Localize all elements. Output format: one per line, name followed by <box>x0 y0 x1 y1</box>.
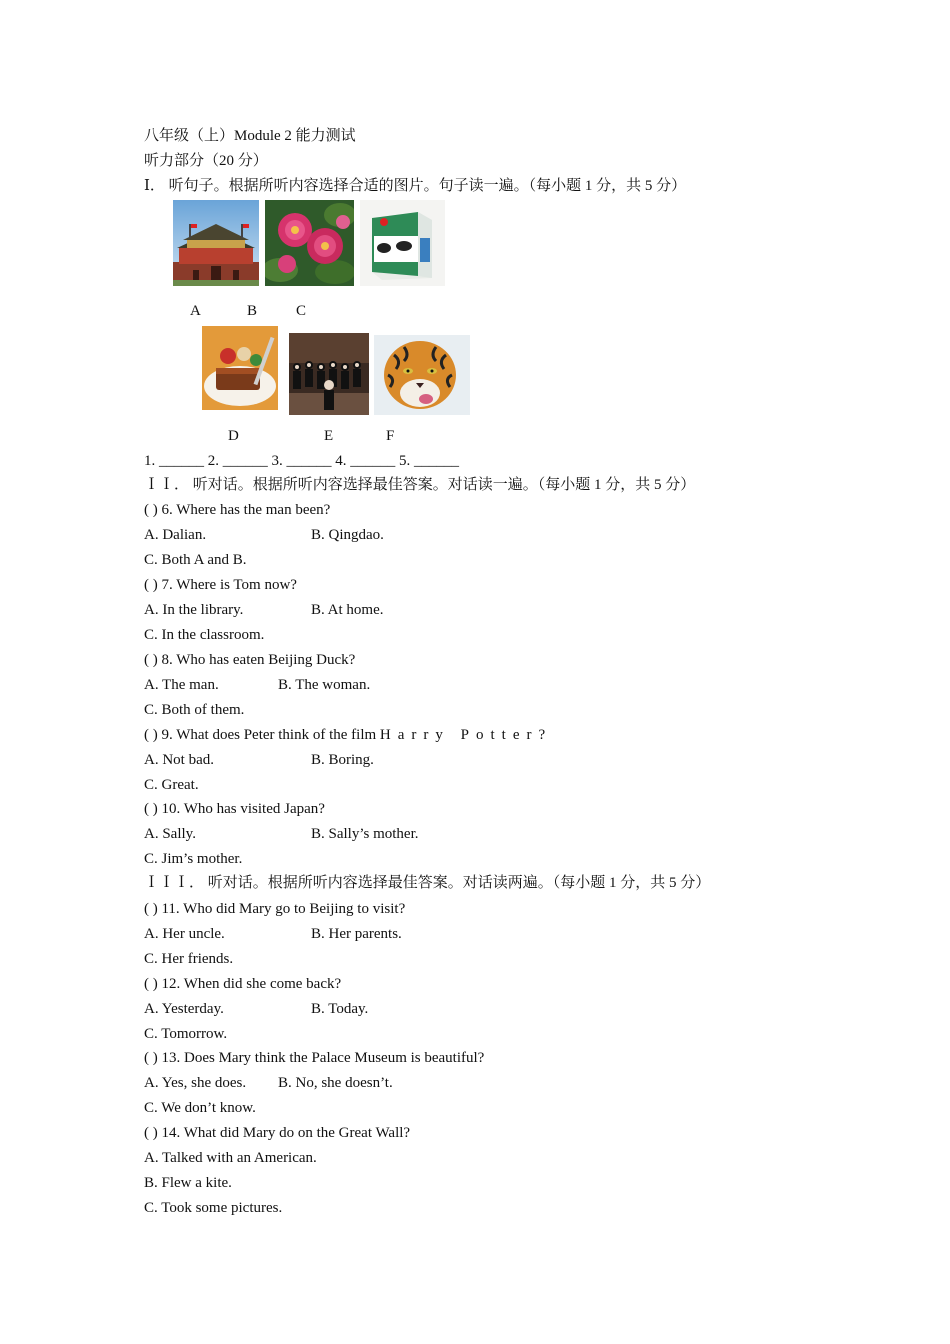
question-13-option-a: A. Yes, she does. <box>144 1075 247 1091</box>
question-9-film-title: Harry Potter <box>379 727 539 743</box>
section-1-heading: Ⅰ． 听句子。根据所听内容选择合适的图片。句子读一遍。（每小题 1 分，共 5 分） <box>144 178 687 194</box>
question-9-option-c: C. Great. <box>144 777 199 793</box>
question-8-options-ab <box>144 676 371 694</box>
question-13-options-ab <box>144 1074 393 1092</box>
picture-label-d: D <box>228 428 239 444</box>
question-9 <box>144 726 545 744</box>
question-10-option-c: C. Jim’s mother. <box>144 851 243 867</box>
question-6-option-a: A. Dalian. <box>144 527 207 543</box>
question-12: ( ) 12. When did she come back? <box>144 976 342 992</box>
question-11-option-c: C. Her friends. <box>144 951 234 967</box>
question-6: ( ) 6. Where has the man been? <box>144 502 331 518</box>
question-10-option-a: A. Sally. <box>144 826 196 842</box>
section-3-heading: ＩＩＩ． 听对话。根据所听内容选择最佳答案。对话读两遍。（每小题 1 分，共 5 分） <box>144 875 711 891</box>
question-13-option-c: C. We don’t know. <box>144 1100 256 1116</box>
picture-c-milk-carton <box>360 200 445 286</box>
picture-label-b: B <box>247 303 258 319</box>
picture-label-e: E <box>324 428 334 444</box>
question-8-option-c: C. Both of them. <box>144 702 245 718</box>
question-7-options-ab <box>144 601 384 619</box>
question-8-option-b: B. The woman. <box>278 677 371 693</box>
question-12-options-ab <box>144 1000 369 1018</box>
picture-f-tiger <box>374 335 470 415</box>
answer-blanks-1-5: 1. ______ 2. ______ 3. ______ 4. ______ 5. ______ <box>144 453 459 469</box>
question-11-option-a: A. Her uncle. <box>144 926 225 942</box>
question-9-text: ( ) 9. What does Peter think of the film <box>144 727 380 743</box>
question-6-options-ab <box>144 526 384 544</box>
question-9-option-b: B. Boring. <box>311 752 374 768</box>
question-8: ( ) 8. Who has eaten Beijing Duck? <box>144 652 356 668</box>
question-10-options-ab <box>144 825 419 843</box>
picture-label-a: A <box>190 303 201 319</box>
question-8-option-a: A. The man. <box>144 677 219 693</box>
picture-d-food <box>202 326 278 410</box>
question-14: ( ) 14. What did Mary do on the Great Wall? <box>144 1125 411 1141</box>
question-6-option-c: C. Both A and B. <box>144 552 247 568</box>
question-13-option-b: B. No, she doesn’t. <box>278 1075 393 1091</box>
question-14-option-a: A. Talked with an American. <box>144 1150 317 1166</box>
question-10-option-b: B. Sally’s mother. <box>311 826 419 842</box>
question-12-option-c: C. Tomorrow. <box>144 1026 228 1042</box>
picture-label-c: C <box>296 303 307 319</box>
picture-b-flowers <box>265 200 354 286</box>
question-14-option-c: C. Took some pictures. <box>144 1200 283 1216</box>
question-13: ( ) 13. Does Mary think the Palace Museum is beautiful? <box>144 1050 485 1066</box>
question-7: ( ) 7. Where is Tom now? <box>144 577 297 593</box>
question-7-option-b: B. At home. <box>311 602 384 618</box>
question-7-option-c: C. In the classroom. <box>144 627 265 643</box>
question-12-option-a: A. Yesterday. <box>144 1001 224 1017</box>
question-11-options-ab <box>144 925 402 943</box>
question-10: ( ) 10. Who has visited Japan? <box>144 801 325 817</box>
picture-a-tiananmen <box>173 200 259 286</box>
question-9-options-ab <box>144 751 374 769</box>
question-14-option-b: B. Flew a kite. <box>144 1175 232 1191</box>
picture-e-concert <box>289 333 369 415</box>
question-9-option-a: A. Not bad. <box>144 752 214 768</box>
section-2-heading: ＩＩ． 听对话。根据所听内容选择最佳答案。对话读一遍。（每小题 1 分，共 5 分） <box>144 477 696 493</box>
listening-part-heading: 听力部分（20 分） <box>144 153 268 169</box>
question-11: ( ) 11. Who did Mary go to Beijing to visit? <box>144 901 406 917</box>
picture-label-f: F <box>386 428 395 444</box>
question-7-option-a: A. In the library. <box>144 602 244 618</box>
question-11-option-b: B. Her parents. <box>311 926 402 942</box>
question-9-qmark: ? <box>538 727 546 743</box>
question-12-option-b: B. Today. <box>311 1001 369 1017</box>
doc-title: 八年级（上）Module 2 能力测试 <box>144 128 356 144</box>
question-6-option-b: B. Qingdao. <box>311 527 384 543</box>
